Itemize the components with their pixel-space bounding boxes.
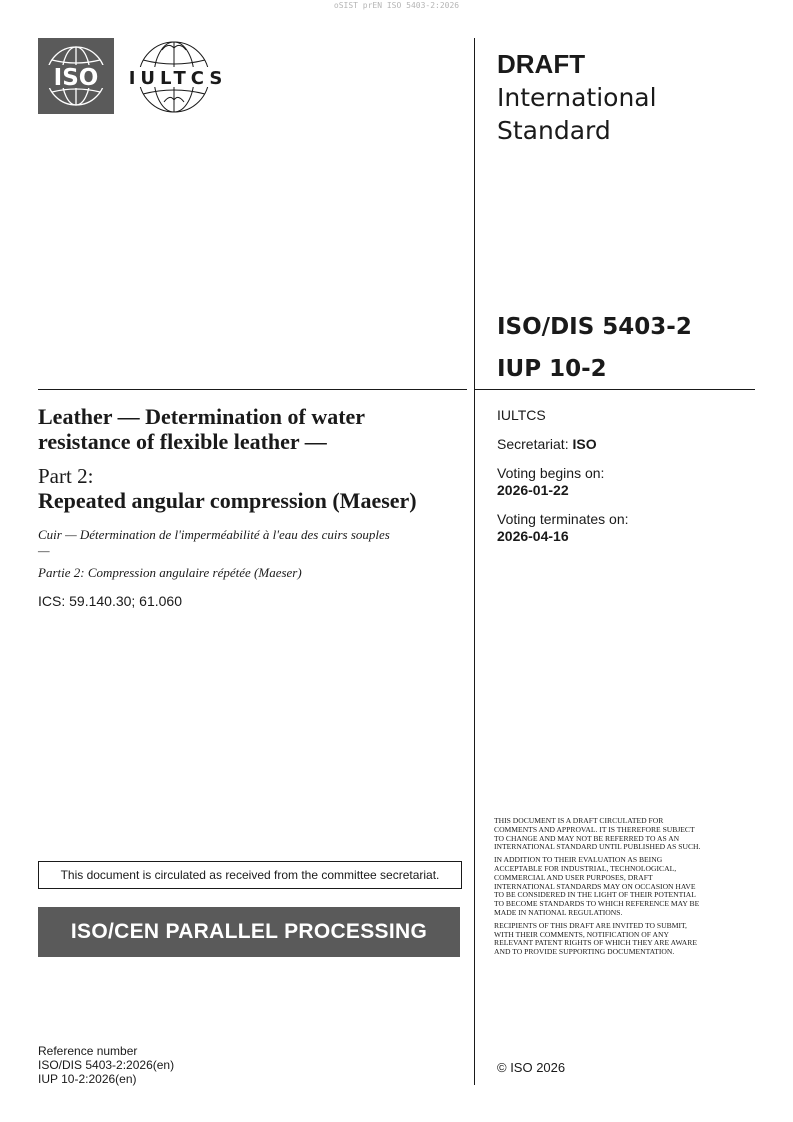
copyright: © ISO 2026 xyxy=(497,1060,566,1075)
title-block xyxy=(38,404,458,609)
standard-label: Standard xyxy=(497,116,611,145)
secretariat-value: ISO xyxy=(572,436,597,452)
iup-reference: IUP 10-2:2026(en) xyxy=(38,1072,137,1086)
iso-reference: ISO/DIS 5403-2:2026(en) xyxy=(38,1058,175,1072)
reference-block xyxy=(38,1044,174,1086)
reference-label: Reference number xyxy=(38,1044,138,1058)
voting-begins-label: Voting begins on: xyxy=(497,465,605,481)
horizontal-divider-left xyxy=(38,389,467,390)
voting-terminates-label: Voting terminates on: xyxy=(497,511,629,527)
iup-number: IUP 10-2 xyxy=(497,356,607,382)
voting-begins-date: 2026-01-22 xyxy=(497,482,569,498)
organization: IULTCS xyxy=(497,407,546,423)
horizontal-divider-right xyxy=(474,389,755,390)
ics-codes: ICS: 59.140.30; 61.060 xyxy=(38,593,182,609)
french-title: Cuir — Détermination de l'imperméabilité à l'eau des cuirs souples — xyxy=(38,527,390,558)
watermark: oSIST prEN ISO 5403-2:2026 xyxy=(333,1,460,10)
iso-logo xyxy=(38,38,114,114)
part-title: Repeated angular compression (Maeser) xyxy=(38,488,417,513)
draft-heading xyxy=(497,48,657,147)
document-title: Leather — Determination of water resistance of flexible leather — xyxy=(38,404,365,454)
notice-paragraph: THIS DOCUMENT IS A DRAFT CIRCULATED FOR COMMENTS AND APPROVAL. IT IS THEREFORE SUBJECT TO CHANGE AND MAY NOT BE REFERRED TO AS AN INTERNATIONAL STANDARD UNTIL PUBLISHED AS SUCH. xyxy=(494,816,701,852)
svg-text:ISO: ISO xyxy=(53,65,99,91)
notice-paragraph: IN ADDITION TO THEIR EVALUATION AS BEING ACCEPTABLE FOR INDUSTRIAL, TECHNOLOGICAL, COMMERCIAL AND USER PURPOSES, DRAFT INTERNATIONAL STANDARDS MAY ON OCCASION HAVE TO BE CONSIDERED IN THE LIGHT OF THEIR POTENTIAL TO BECOME STANDARDS TO WHICH REFERENCE MAY BE MADE IN NATIONAL REGULATIONS. xyxy=(494,855,700,917)
draft-label: DRAFT xyxy=(497,49,586,79)
secretariat: Secretariat: ISO xyxy=(497,436,597,452)
iultcs-logo xyxy=(118,40,242,114)
french-part-title: Partie 2: Compression angulaire répétée (Maeser) xyxy=(38,565,302,580)
voting-terminates-date: 2026-04-16 xyxy=(497,528,569,544)
draft-notice xyxy=(494,817,704,961)
parallel-processing-banner: ISO/CEN PARALLEL PROCESSING xyxy=(38,907,460,957)
ballot-info xyxy=(497,407,629,545)
circulation-note: This document is circulated as received from the committee secretariat. xyxy=(38,861,462,889)
international-label: International xyxy=(497,83,657,112)
standard-number: ISO/DIS 5403-2 xyxy=(497,314,692,340)
vertical-divider xyxy=(474,38,475,1085)
part-label: Part 2: xyxy=(38,464,94,488)
notice-paragraph: RECIPIENTS OF THIS DRAFT ARE INVITED TO SUBMIT, WITH THEIR COMMENTS, NOTIFICATION OF ANY RELEVANT PATENT RIGHTS OF WHICH THEY ARE AWARE AND TO PROVIDE SUPPORTING DOCUMENTATION. xyxy=(494,920,697,957)
svg-text:IULTCS: IULTCS xyxy=(128,68,228,89)
